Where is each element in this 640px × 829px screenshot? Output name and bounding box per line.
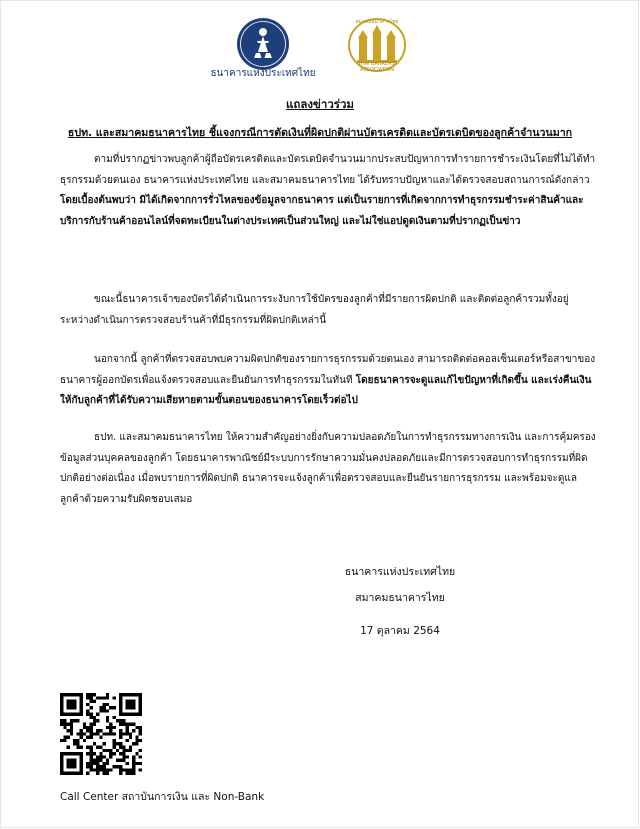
document-subheading: ธปท. และสมาคมธนาคารไทย ชี้แจงกรณีการตัดเงินที่ผิดปกติผ่านบัตรเครดิตและบัตรเดบิตของลูกค้าจำนวนมาก bbox=[67, 127, 573, 139]
bank-of-thailand-logo-icon bbox=[236, 17, 290, 71]
document-heading: แถลงข่าวร่วม bbox=[285, 97, 355, 111]
bot-logo-caption: ธนาคารแห่งประเทศไทย bbox=[210, 68, 316, 79]
signature-org-bot: ธนาคารแห่งประเทศไทย bbox=[344, 566, 456, 578]
paragraph-1-text: ตามที่ปรากฏข่าวพบลูกค้าผู้ถือบัตรเครดิตและบัตรเดบิตจำนวนมากประสบปัญหาการทำรายการชำระเงินโดยที่ไม่ได้ทำธุรกรรมด้วยตนเอง ธนาคารแห่งประเทศไทย และสมาคมธนาคารไทย ได้รับทราบปัญหาและได้ตรวจสอบสถานการณ์ดังกล่าว bbox=[60, 154, 596, 186]
call-center-caption: Call Center สถาบันการเงิน และ Non-Bank bbox=[60, 791, 265, 803]
paragraph-3-text: นอกจากนี้ ลูกค้าที่ตรวจสอบพบความผิดปกติของรายการธุรกรรมด้วยตนเอง สามารถติดต่อคอลเซ็นเตอร์หรือสาขาของธนาคารผู้ออกบัตรเพื่อแจ้งตรวจสอบและยืนยันการทำธุรกรรมในทันที bbox=[60, 354, 596, 386]
paragraph-3 bbox=[60, 350, 600, 412]
paragraph-2 bbox=[60, 290, 600, 331]
paragraph-4 bbox=[60, 428, 600, 510]
signature-org-tba: สมาคมธนาคารไทย bbox=[355, 592, 445, 604]
tba-logo-bottom-text: THAI BANKERS' ASSOCIATION bbox=[357, 61, 397, 73]
paragraph-2-text: ขณะนี้ธนาคารเจ้าของบัตรได้ดำเนินการระงับการใช้บัตรของลูกค้าที่มีรายการผิดปกติ และติดต่อลูกค้ารวมทั้งอยู่ระหว่างดำเนินการตรวจสอบร้านค้าที่มีธุรกรรมที่ผิดปกติเหล่านี้ bbox=[60, 294, 569, 326]
paragraph-4-text: ธปท. และสมาคมธนาคารไทย ให้ความสำคัญอย่างยิ่งกับความปลอดภัยในการทำธุรกรรมทางการเงิน และการคุ้มครองข้อมูลส่วนบุคคลของลูกค้า โดยธนาคารพาณิชย์มีระบบการรักษาความมั่นคงปลอดภัยและมีการตรวจสอบการทำธุรกรรมที่ผิดปกติอย่างต่อเนื่อง เมื่อพบรายการที่ผิดปกติ ธนาคารจะแจ้งลูกค้าเพื่อตรวจสอบและยืนยันรายการธุรกรรม และพร้อมจะดูแลลูกค้าด้วยความรับผิดชอบเสมอ bbox=[60, 432, 596, 505]
paragraph-1-bold-text: โดยเบื้องต้นพบว่า มิได้เกิดจากการรั่วไหลของข้อมูลจากธนาคาร แต่เป็นรายการที่เกิดจากการทำธุรกรรมชำระค่าสินค้าและบริการกับร้านค้าออนไลน์ที่จดทะเบียนในต่างประเทศเป็นส่วนใหญ่ และไม่ใช่แอปดูดเงินตามที่ปรากฏเป็นข่าว bbox=[60, 195, 584, 227]
paragraph-3-bold-text: โดยธนาคารจะดูแลแก้ไขปัญหาที่เกิดขึ้น และเร่งคืนเงินให้กับลูกค้าที่ได้รับความเสียหายตามขั้นตอนของธนาคารโดยเร็วต่อไป bbox=[60, 374, 592, 406]
release-date: 17 ตุลาคม 2564 bbox=[360, 625, 440, 637]
tba-logo-top-text: สมาคมธนาคารไทย bbox=[355, 19, 399, 25]
qr-code-icon[interactable] bbox=[60, 693, 142, 775]
paragraph-1 bbox=[60, 150, 600, 232]
